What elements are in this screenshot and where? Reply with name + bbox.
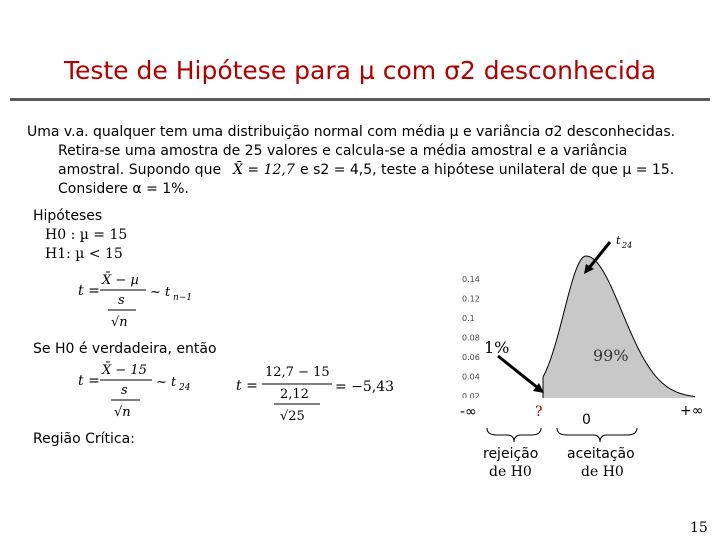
minus-infinity: -∞ [460,404,477,420]
critical-value: ? [535,404,543,420]
y-tick-label: 0.02 [462,392,480,398]
zero-label: 0 [582,412,591,428]
dist-label: t [616,234,621,247]
region-braces [485,425,655,445]
y-tick-label: 0.06 [462,353,480,362]
accept-brace [557,428,637,442]
y-tick-label: 0.14 [462,275,480,284]
null-hypothesis: H0 : µ = 15 [45,227,128,243]
y-tick-label: 0.1 [462,314,475,323]
formula-sqrt-n: √n [111,315,128,330]
reject-region-label: rejeição [483,446,539,462]
alpha-label: 1% [484,338,510,357]
intro-line-3a: amostral. Supondo que [58,162,222,178]
formula-dist: ~ t [156,375,177,390]
y-axis-ticks [462,275,480,398]
dist-label-sub: 24 [622,241,633,250]
title-divider [10,98,710,101]
formula-general [78,268,198,338]
critical-region-label: Região Crítica: [33,431,135,447]
accept-region-sub: de H0 [581,464,624,480]
formula-sqrt-n: √n [114,405,131,420]
formula-lhs: t = [78,373,100,389]
formula-numerator: 12,7 − 15 [265,365,330,380]
formula-numerator: X̄ − 15 [102,363,147,378]
intro-line-4: Considere α = 1%. [58,181,189,197]
xbar-equation: X̄ = 12,7 [233,162,295,178]
accept-percent-label: 99% [593,346,629,365]
formula-numerator: X̄ − µ [102,273,139,288]
reject-region-sub: de H0 [489,464,532,480]
acceptance-area [543,256,695,398]
alpha-arrow [498,356,538,388]
y-tick-label: 0.04 [462,372,480,382]
if-true-text: Se H0 é verdadeira, então [33,341,217,357]
formula-lhs: t = [78,283,100,299]
accept-region-label: aceitação [567,446,635,462]
plus-infinity: +∞ [680,403,704,419]
y-tick-label: 0.08 [462,333,480,343]
dist-arrow [589,242,610,268]
y-tick-label: 0.12 [462,294,480,304]
reject-brace [487,428,541,442]
intro-line-1: Uma v.a. qualquer tem uma distribuição normal com média µ e variância σ2 desconhecidas. [27,124,676,140]
alternative-hypothesis: H1: µ < 15 [45,246,123,262]
intro-line-3b: e s2 = 4,5, teste a hipótese unilateral de que µ = 15. [300,162,675,178]
formula-dist-sub: 24 [179,383,191,393]
formula-denominator: 2,12 [280,387,309,402]
formula-calculation [232,358,395,428]
formula-h0 [78,358,198,428]
t-distribution-chart [440,228,710,398]
intro-line-2: Retira-se uma amostra de 25 valores e calcula-se a média amostral e a variância [58,143,628,159]
formula-result: = −5,43 [335,379,395,395]
page-number: 15 [690,520,708,536]
formula-sqrt-25: √25 [280,409,305,424]
formula-dist: ~ t [150,285,171,300]
formula-denominator: s [121,383,128,398]
formula-lhs: t = [236,378,258,394]
formula-denominator: s [118,293,125,308]
hypotheses-heading: Hipóteses [33,208,103,224]
formula-dist-sub: n−1 [173,293,193,303]
page-title: Teste de Hipótese para µ com σ2 desconhecida [63,56,657,85]
